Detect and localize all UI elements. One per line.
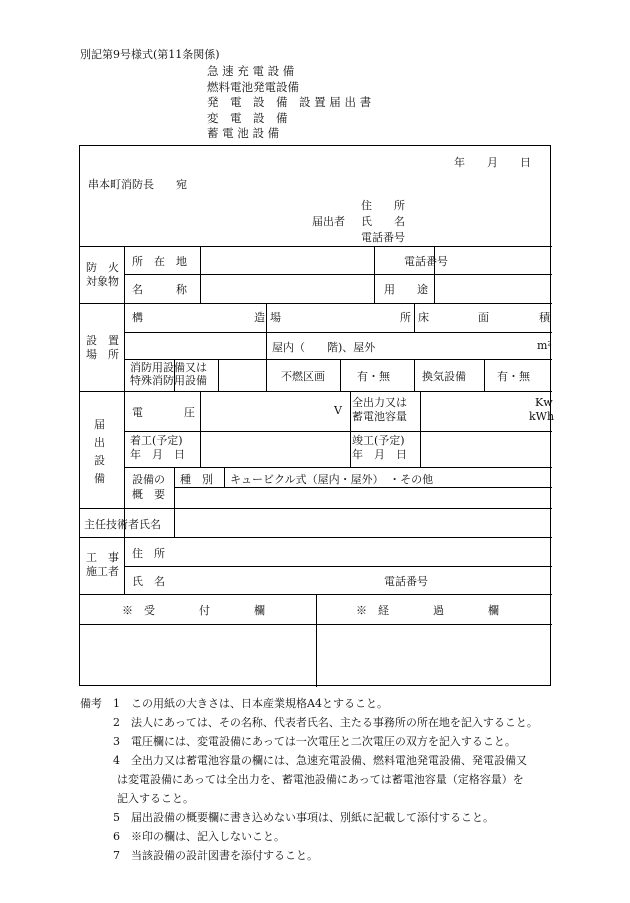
date-field: 年 月 日 bbox=[454, 156, 531, 169]
row-divider bbox=[80, 537, 552, 538]
progress-column: ※ 経 過 欄 bbox=[356, 604, 499, 617]
col-divider bbox=[374, 246, 375, 303]
structure-label: 造 bbox=[254, 311, 265, 324]
location-label: 所 在 地 bbox=[132, 255, 187, 268]
col-divider bbox=[174, 467, 175, 508]
completion-date-label: 竣工(予定) 年 月 日 bbox=[352, 434, 407, 461]
fire-object-phone-label: 電話番号 bbox=[404, 255, 448, 268]
place-label: 所 bbox=[400, 311, 411, 324]
contractor-address-label: 住 所 bbox=[132, 547, 165, 560]
form-title-block bbox=[207, 64, 371, 142]
col-divider bbox=[266, 303, 267, 391]
form-table bbox=[79, 145, 555, 686]
type-value: キュービクル式（屋内・屋外） ・その他 bbox=[230, 473, 434, 486]
remarks-list bbox=[113, 694, 538, 865]
col-divider bbox=[124, 537, 125, 594]
row-divider bbox=[80, 508, 552, 509]
title-line: 燃料電池発電設備 bbox=[207, 79, 299, 94]
equipment-section: 届 出 設 備 bbox=[94, 418, 105, 485]
row-divider bbox=[124, 467, 552, 468]
row-divider bbox=[124, 359, 552, 360]
square-meter-unit: m² bbox=[537, 339, 552, 352]
remark-item: 6 ※印の欄は、記入しないこと。 bbox=[113, 830, 285, 843]
engineer-label: 主任技術者氏名 bbox=[84, 518, 161, 531]
row-divider bbox=[80, 246, 552, 247]
col-divider bbox=[124, 246, 125, 537]
overview-label: 設備の 概 要 bbox=[132, 473, 165, 501]
remark-item: 5 届出設備の概要欄に書き込めない事項は、別紙に記載して添付すること。 bbox=[113, 811, 494, 824]
row-divider bbox=[80, 391, 552, 392]
floor-area-label: 床 bbox=[418, 311, 429, 324]
col-divider bbox=[414, 303, 415, 332]
ventilation-yes-no: 有・無 bbox=[497, 370, 530, 383]
row-divider bbox=[80, 303, 552, 304]
title-line: 急 速 充 電 設 備 bbox=[207, 64, 295, 78]
title-line: 変 電 設 備 bbox=[207, 110, 288, 125]
volt-unit: V bbox=[334, 404, 342, 417]
row-divider bbox=[124, 566, 552, 567]
fire-equipment-label: 消防用設備又は 特殊消防用設備 bbox=[130, 361, 207, 387]
kw-unit: Kw bbox=[535, 396, 553, 409]
floor-area-label: 積 bbox=[539, 311, 550, 324]
nonflammable-yes-no: 有・無 bbox=[357, 370, 390, 383]
remark-item: 3 電圧欄には、変電設備にあっては一次電圧と二次電圧の双方を記入すること。 bbox=[113, 735, 516, 748]
col-divider bbox=[350, 391, 351, 467]
title-line: 発 電 設 備 設 置 届 出 書 bbox=[207, 95, 372, 110]
col-divider bbox=[224, 467, 225, 487]
contractor-name-label: 氏 名 bbox=[132, 575, 165, 588]
place-label: 場 bbox=[270, 311, 281, 324]
form-number: 別記第9号様式(第11条関係) bbox=[80, 48, 220, 61]
col-divider bbox=[340, 359, 341, 391]
type-label: 種 別 bbox=[180, 473, 213, 486]
col-divider bbox=[200, 391, 201, 467]
row-divider bbox=[174, 487, 552, 488]
kwh-unit: kWh bbox=[529, 410, 555, 423]
remark-item: は変電設備にあっては全出力を、蓄電池設備にあっては蓄電池容量（定格容量）を bbox=[117, 773, 524, 786]
contractor-section: 工 事 施工者 bbox=[86, 551, 119, 578]
object-name-label: 名 称 bbox=[132, 283, 187, 296]
nonflammable-label: 不燃区画 bbox=[281, 370, 325, 383]
remarks-label: 備考 bbox=[80, 697, 102, 710]
fire-object-section: 防 火 対象物 bbox=[86, 261, 119, 288]
reception-column: ※ 受 付 欄 bbox=[122, 604, 265, 617]
voltage-label: 電 bbox=[132, 406, 143, 419]
output-label: 全出力又は 蓄電池容量 bbox=[352, 396, 407, 423]
indoor-outdoor: 屋内（ 階)、屋外 bbox=[272, 341, 376, 354]
install-place-section: 設 置 場 所 bbox=[86, 334, 119, 361]
remark-item: 2 法人にあっては、その名称、代表者氏名、主たる事務所の所在地を記入すること。 bbox=[113, 716, 538, 729]
use-label: 用 途 bbox=[384, 283, 428, 296]
name-label: 氏 名 bbox=[361, 215, 405, 228]
col-divider bbox=[414, 359, 415, 391]
addressee: 串本町消防長 宛 bbox=[88, 178, 187, 191]
ventilation-label: 換気設備 bbox=[422, 370, 466, 383]
address-label: 住 所 bbox=[361, 199, 405, 212]
col-divider bbox=[484, 359, 485, 391]
floor-area-label: 面 bbox=[478, 311, 489, 324]
col-divider bbox=[218, 359, 219, 391]
row-divider bbox=[124, 332, 552, 333]
remark-item: 4 全出力又は蓄電池容量の欄には、急速充電設備、燃料電池発電設備、発電設備又 bbox=[113, 754, 527, 767]
col-divider bbox=[200, 246, 201, 303]
contractor-phone-label: 電話番号 bbox=[384, 575, 428, 588]
remark-item: 1 この用紙の大きさは、日本産業規格A4とすること。 bbox=[113, 697, 388, 710]
phone-label: 電話番号 bbox=[361, 231, 405, 244]
notifier-label: 届出者 bbox=[312, 215, 345, 228]
row-divider bbox=[124, 431, 552, 432]
title-line: 蓄 電 池 設 備 bbox=[207, 126, 280, 141]
col-divider bbox=[174, 508, 175, 537]
voltage-label: 圧 bbox=[184, 406, 195, 419]
remark-item: 7 当該設備の設計図書を添付すること。 bbox=[113, 849, 318, 862]
row-divider bbox=[124, 274, 552, 275]
start-date-label: 着工(予定) 年 月 日 bbox=[130, 434, 185, 461]
remark-item: 記入すること。 bbox=[117, 792, 194, 805]
col-divider bbox=[420, 391, 421, 467]
structure-label: 構 bbox=[132, 311, 143, 324]
col-divider bbox=[316, 594, 317, 687]
